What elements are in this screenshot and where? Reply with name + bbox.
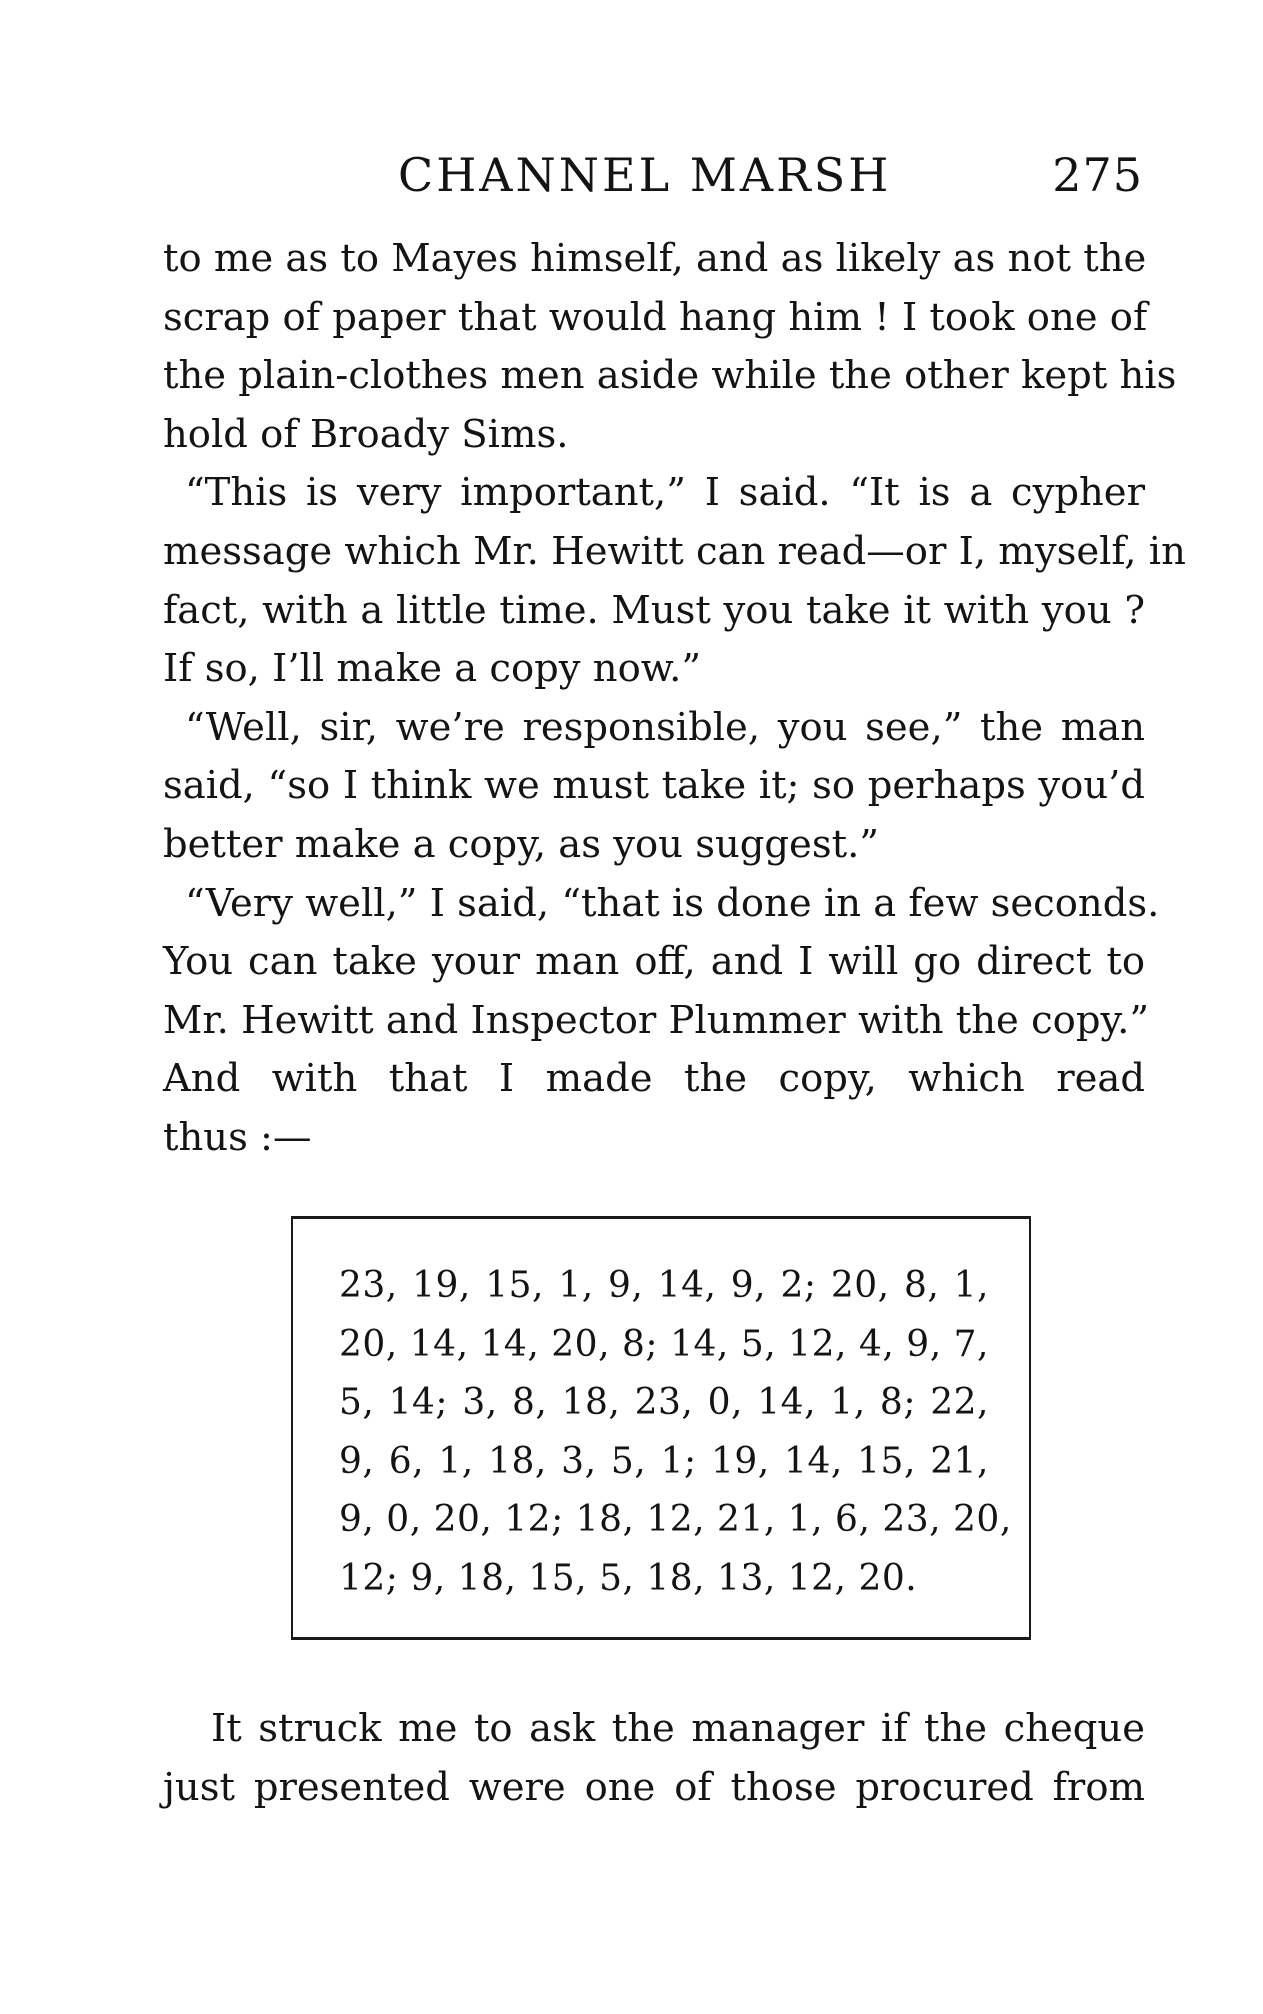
text-line: It struck me to ask the manager if the cheque xyxy=(211,1706,1145,1751)
closing-paragraph xyxy=(163,1700,1145,1817)
paragraph-3 xyxy=(163,699,1145,875)
cipher-line: 9, 0, 20, 12; 18, 12, 21, 1, 6, 23, 20, xyxy=(339,1499,1012,1540)
running-head xyxy=(398,145,1143,205)
cipher-line: 9, 6, 1, 18, 3, 5, 1; 19, 14, 15, 21, xyxy=(339,1440,989,1482)
text-line: to me as to Mayes himself, and as likely as not the xyxy=(163,236,1147,281)
paragraph-4 xyxy=(163,875,1160,1168)
text-line: hold of Broady Sims. xyxy=(163,411,569,457)
page-number: 275 xyxy=(1052,148,1143,202)
text-line: If so, I’ll make a copy now.” xyxy=(163,646,702,692)
text-line: Mr. Hewitt and Inspector Plummer with the copy.” xyxy=(163,997,1150,1043)
cipher-line: 5, 14; 3, 8, 18, 23, 0, 14, 1, 8; 22, xyxy=(339,1382,989,1423)
text-line: fact, with a little time. Must you take it with you ? xyxy=(163,587,1145,633)
cipher-line: 20, 14, 14, 20, 8; 14, 5, 12, 4, 9, 7, xyxy=(339,1323,989,1365)
paragraph-5 xyxy=(163,1700,1145,1817)
text-line: scrap of paper that would hang him ! I took one of xyxy=(163,294,1148,340)
paragraph-2 xyxy=(163,464,1186,698)
running-title: CHANNEL MARSH xyxy=(398,148,892,202)
text-line: the plain-clothes men aside while the other kept his xyxy=(163,353,1177,399)
paragraph-1 xyxy=(163,230,1177,464)
cipher-line: 12; 9, 18, 15, 5, 18, 13, 12, 20. xyxy=(339,1557,918,1599)
text-line: message which Mr. Hewitt can read—or I, myself, in xyxy=(163,528,1186,574)
text-line: “This is very important,” I said. “It is a cypher xyxy=(185,470,1145,516)
cipher-message xyxy=(339,1257,1012,1608)
cipher-line: 23, 19, 15, 1, 9, 14, 9, 2; 20, 8, 1, xyxy=(339,1265,989,1306)
text-line: “Very well,” I said, “that is done in a few seconds. xyxy=(185,880,1160,926)
text-line: You can take your man off, and I will go direct to xyxy=(163,939,1145,985)
text-line: thus :— xyxy=(163,1114,312,1160)
text-line: “Well, sir, we’re responsible, you see,” the man xyxy=(185,704,1145,750)
body-text xyxy=(163,230,1186,1168)
text-line: better make a copy, as you suggest.” xyxy=(163,821,879,867)
text-line: And with that I made the copy, which read xyxy=(163,1056,1145,1102)
cipher-box xyxy=(291,1216,1031,1640)
text-line: just presented were one of those procured from xyxy=(163,1764,1145,1810)
text-line: said, “so I think we must take it; so perhaps you’d xyxy=(163,763,1145,809)
